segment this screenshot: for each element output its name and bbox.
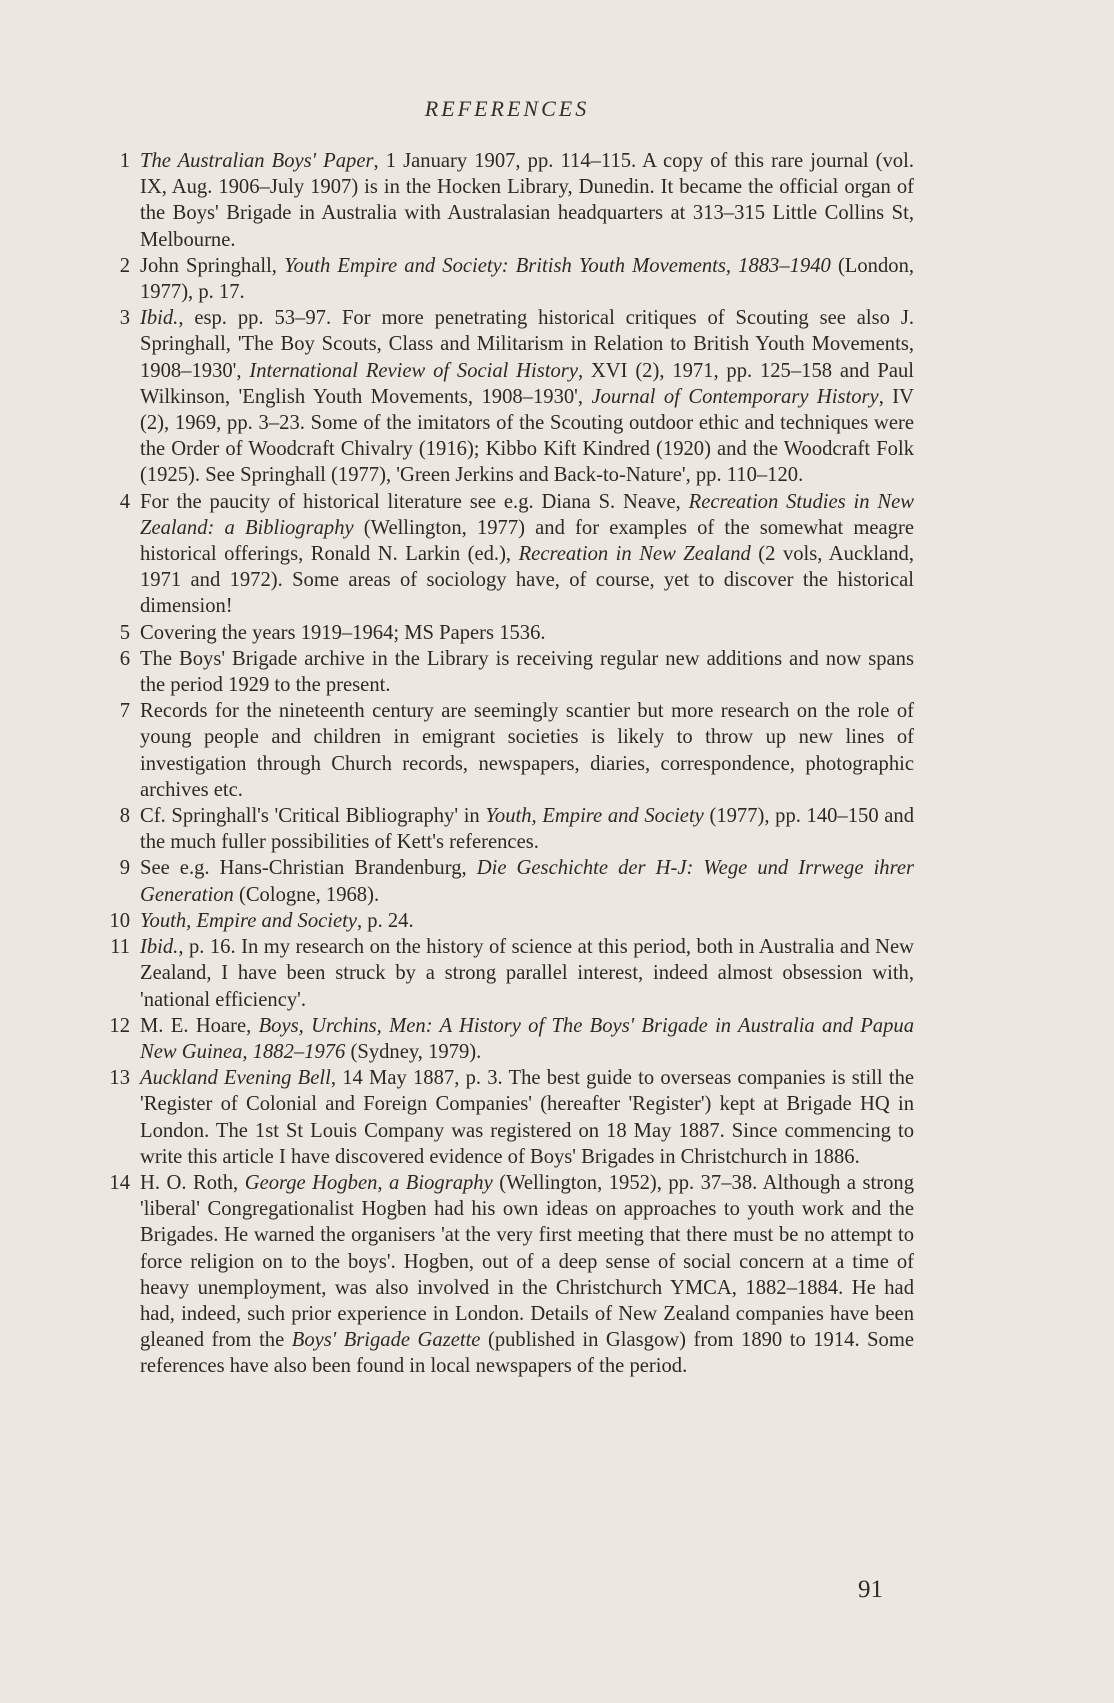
reference-title: Auckland Evening Bell bbox=[140, 1067, 331, 1090]
reference-text bbox=[140, 936, 914, 1010]
reference-title: Journal of Contemporary History bbox=[591, 385, 879, 408]
reference-title: Recreation in New Zealand bbox=[518, 543, 751, 566]
reference-text bbox=[140, 307, 914, 486]
reference-title: International Review of Social History bbox=[249, 359, 578, 382]
reference-segment: , 1 January 1907, pp. 114–115. A copy of this rare journal (vol. IX, Aug. 1906–July 1907) is in the Hocken Library, Dunedin. It became the official organ of the Boys' Brigade in Australia with Australasian headquarters at 313–315 Little Collins St, Melbourne. bbox=[140, 150, 914, 251]
reference-number: 4 bbox=[119, 490, 130, 513]
reference-note bbox=[96, 489, 914, 620]
reference-number: 3 bbox=[119, 307, 130, 330]
reference-segment: , p. 16. In my research on the history of science at this period, both in Australia and New Zealand, I have been struck by a strong parallel interest, indeed almost obsession with, 'national efficiency'. bbox=[140, 936, 914, 1011]
reference-segment: (London, 1977), p. 17. bbox=[140, 254, 915, 304]
reference-segment: (2 vols, Auckland, 1971 and 1972). Some areas of sociology have, of course, yet to discover the historical dimension! bbox=[140, 543, 915, 618]
reference-text bbox=[140, 150, 914, 251]
reference-segment: , 14 May 1887, p. 3. The best guide to overseas companies is still the 'Register of Colonial and Foreign Companies' (hereafter 'Register') kept at Brigade HQ in London. The 1st St Louis Company was registered on 18 May 1887. Since commencing to write this article I have discovered evidence of Boys' Brigades in Christchurch in 1886. bbox=[140, 1067, 915, 1168]
reference-text bbox=[140, 1015, 914, 1063]
reference-note bbox=[96, 305, 914, 488]
reference-title: Ibid. bbox=[140, 307, 179, 330]
reference-title: George Hogben, a Biography bbox=[244, 1171, 493, 1194]
reference-segment: See e.g. Hans-Christian Brandenburg, bbox=[140, 857, 477, 880]
reference-note bbox=[96, 698, 914, 803]
reference-text bbox=[140, 700, 914, 801]
reference-number: 2 bbox=[119, 254, 130, 277]
reference-note bbox=[96, 1065, 914, 1170]
reference-number: 14 bbox=[109, 1171, 130, 1194]
reference-segment: Cf. Springhall's 'Critical Bibliography' in bbox=[140, 805, 486, 828]
references-list bbox=[96, 148, 914, 1380]
reference-note bbox=[96, 1013, 914, 1065]
reference-title: Recreation Studies in New Zealand: a Bibliography bbox=[140, 490, 915, 539]
reference-number: 9 bbox=[119, 857, 130, 880]
reference-text bbox=[140, 622, 546, 644]
reference-title: Ibid. bbox=[140, 936, 179, 959]
reference-number: 8 bbox=[119, 805, 130, 828]
reference-text bbox=[140, 805, 914, 853]
reference-number: 12 bbox=[109, 1014, 130, 1037]
reference-text bbox=[140, 1067, 914, 1168]
reference-text bbox=[140, 255, 914, 303]
reference-note bbox=[96, 253, 914, 305]
reference-segment: The Boys' Brigade archive in the Library is receiving regular new additions and now spans the period 1929 to the present. bbox=[140, 647, 914, 697]
reference-number: 7 bbox=[119, 700, 130, 723]
reference-title: Youth, Empire and Society bbox=[485, 805, 704, 828]
reference-note bbox=[96, 646, 914, 698]
reference-text bbox=[140, 491, 914, 618]
reference-title: Die Geschichte der H-J: Wege und Irrwege ihrer Generation bbox=[140, 857, 914, 906]
reference-text bbox=[140, 910, 414, 932]
reference-number: 10 bbox=[109, 909, 130, 932]
reference-segment: Records for the nineteenth century are seemingly scantier but more research on the role of young people and children in emigrant societies is likely to throw up new lines of investigation through Church records, newspapers, diaries, correspondence, photographic archives etc. bbox=[140, 700, 914, 801]
reference-note bbox=[96, 1170, 914, 1380]
reference-title: Youth Empire and Society: British Youth Movements, 1883–1940 bbox=[284, 254, 831, 277]
reference-note bbox=[96, 148, 914, 253]
reference-text bbox=[140, 857, 914, 905]
reference-title: The Australian Boys' Paper bbox=[140, 150, 374, 172]
reference-number: 6 bbox=[119, 647, 130, 670]
reference-title: Youth, Empire and Society bbox=[140, 909, 357, 932]
reference-text bbox=[140, 1172, 914, 1377]
reference-number: 11 bbox=[110, 936, 130, 959]
reference-note bbox=[96, 908, 914, 934]
reference-note bbox=[96, 803, 914, 855]
reference-segment: , XVI (2), 1971, pp. 125–158 and Paul Wilkinson, 'English Youth Movements, 1908–1930', bbox=[140, 359, 914, 408]
reference-note bbox=[96, 934, 914, 1013]
reference-title: Boys' Brigade Gazette bbox=[291, 1329, 481, 1352]
reference-segment: (Cologne, 1968). bbox=[233, 883, 380, 906]
reference-segment: (Wellington, 1952), pp. 37–38. Although a strong 'liberal' Congregationalist Hogben had his own ideas on approaches to youth work and the Brigades. He warned the organisers 'at the very first meeting that there must be no attempt to force religion on to the boys'. Hogben, out of a deep sense of social concern at a time of heavy unemployment, was also involved in the Christchurch YMCA, 1882–1884. He had had, indeed, such prior experience in London. Details of New Zealand companies have been gleaned from the bbox=[140, 1171, 915, 1352]
reference-number: 5 bbox=[119, 621, 130, 644]
reference-segment: H. O. Roth, bbox=[140, 1171, 245, 1194]
reference-number: 13 bbox=[109, 1067, 130, 1090]
reference-segment: (Sydney, 1979). bbox=[345, 1040, 482, 1063]
reference-note bbox=[96, 620, 914, 646]
reference-segment: For the paucity of historical literature see e.g. Diana S. Neave, bbox=[140, 490, 689, 513]
reference-segment: (Wellington, 1977) and for examples of the somewhat meagre historical offerings, Ronald N. Larkin (ed.), bbox=[140, 516, 914, 566]
reference-segment: , p. 24. bbox=[356, 909, 414, 932]
reference-title: Boys, Urchins, Men: A History of The Boys' Brigade in Australia and Papua New Guinea, 1882–1976 bbox=[140, 1014, 914, 1063]
reference-segment: , esp. pp. 53–97. For more penetrating historical critiques of Scouting see also J. Springhall, 'The Boy Scouts, Class and Militarism in Relation to British Youth Movements, 1908–1930', bbox=[140, 307, 914, 382]
reference-segment: Covering the years 1919–1964; MS Papers 1536. bbox=[140, 621, 546, 644]
reference-segment: (published in Glasgow) from 1890 to 1914. Some references have also been found in local newspapers of the period. bbox=[140, 1329, 914, 1378]
reference-number: 1 bbox=[119, 150, 130, 172]
reference-note bbox=[96, 855, 914, 907]
reference-segment: M. E. Hoare, bbox=[140, 1014, 259, 1037]
reference-segment: John Springhall, bbox=[140, 254, 285, 277]
reference-text bbox=[140, 648, 914, 696]
page-number: 91 bbox=[858, 1576, 883, 1603]
references-heading: REFERENCES bbox=[424, 96, 590, 121]
reference-segment: (1977), pp. 140–150 and the much fuller possibilities of Kett's references. bbox=[140, 805, 914, 854]
reference-segment: , IV (2), 1969, pp. 3–23. Some of the imitators of the Scouting outdoor ethic and techniques were the Order of Woodcraft Chivalry (1916); Kibbo Kift Kindred (1920) and the Woodcraft Folk (1925). See Springhall (1977), 'Green Jerkins and Back-to-Nature', pp. 110–120. bbox=[140, 385, 914, 487]
